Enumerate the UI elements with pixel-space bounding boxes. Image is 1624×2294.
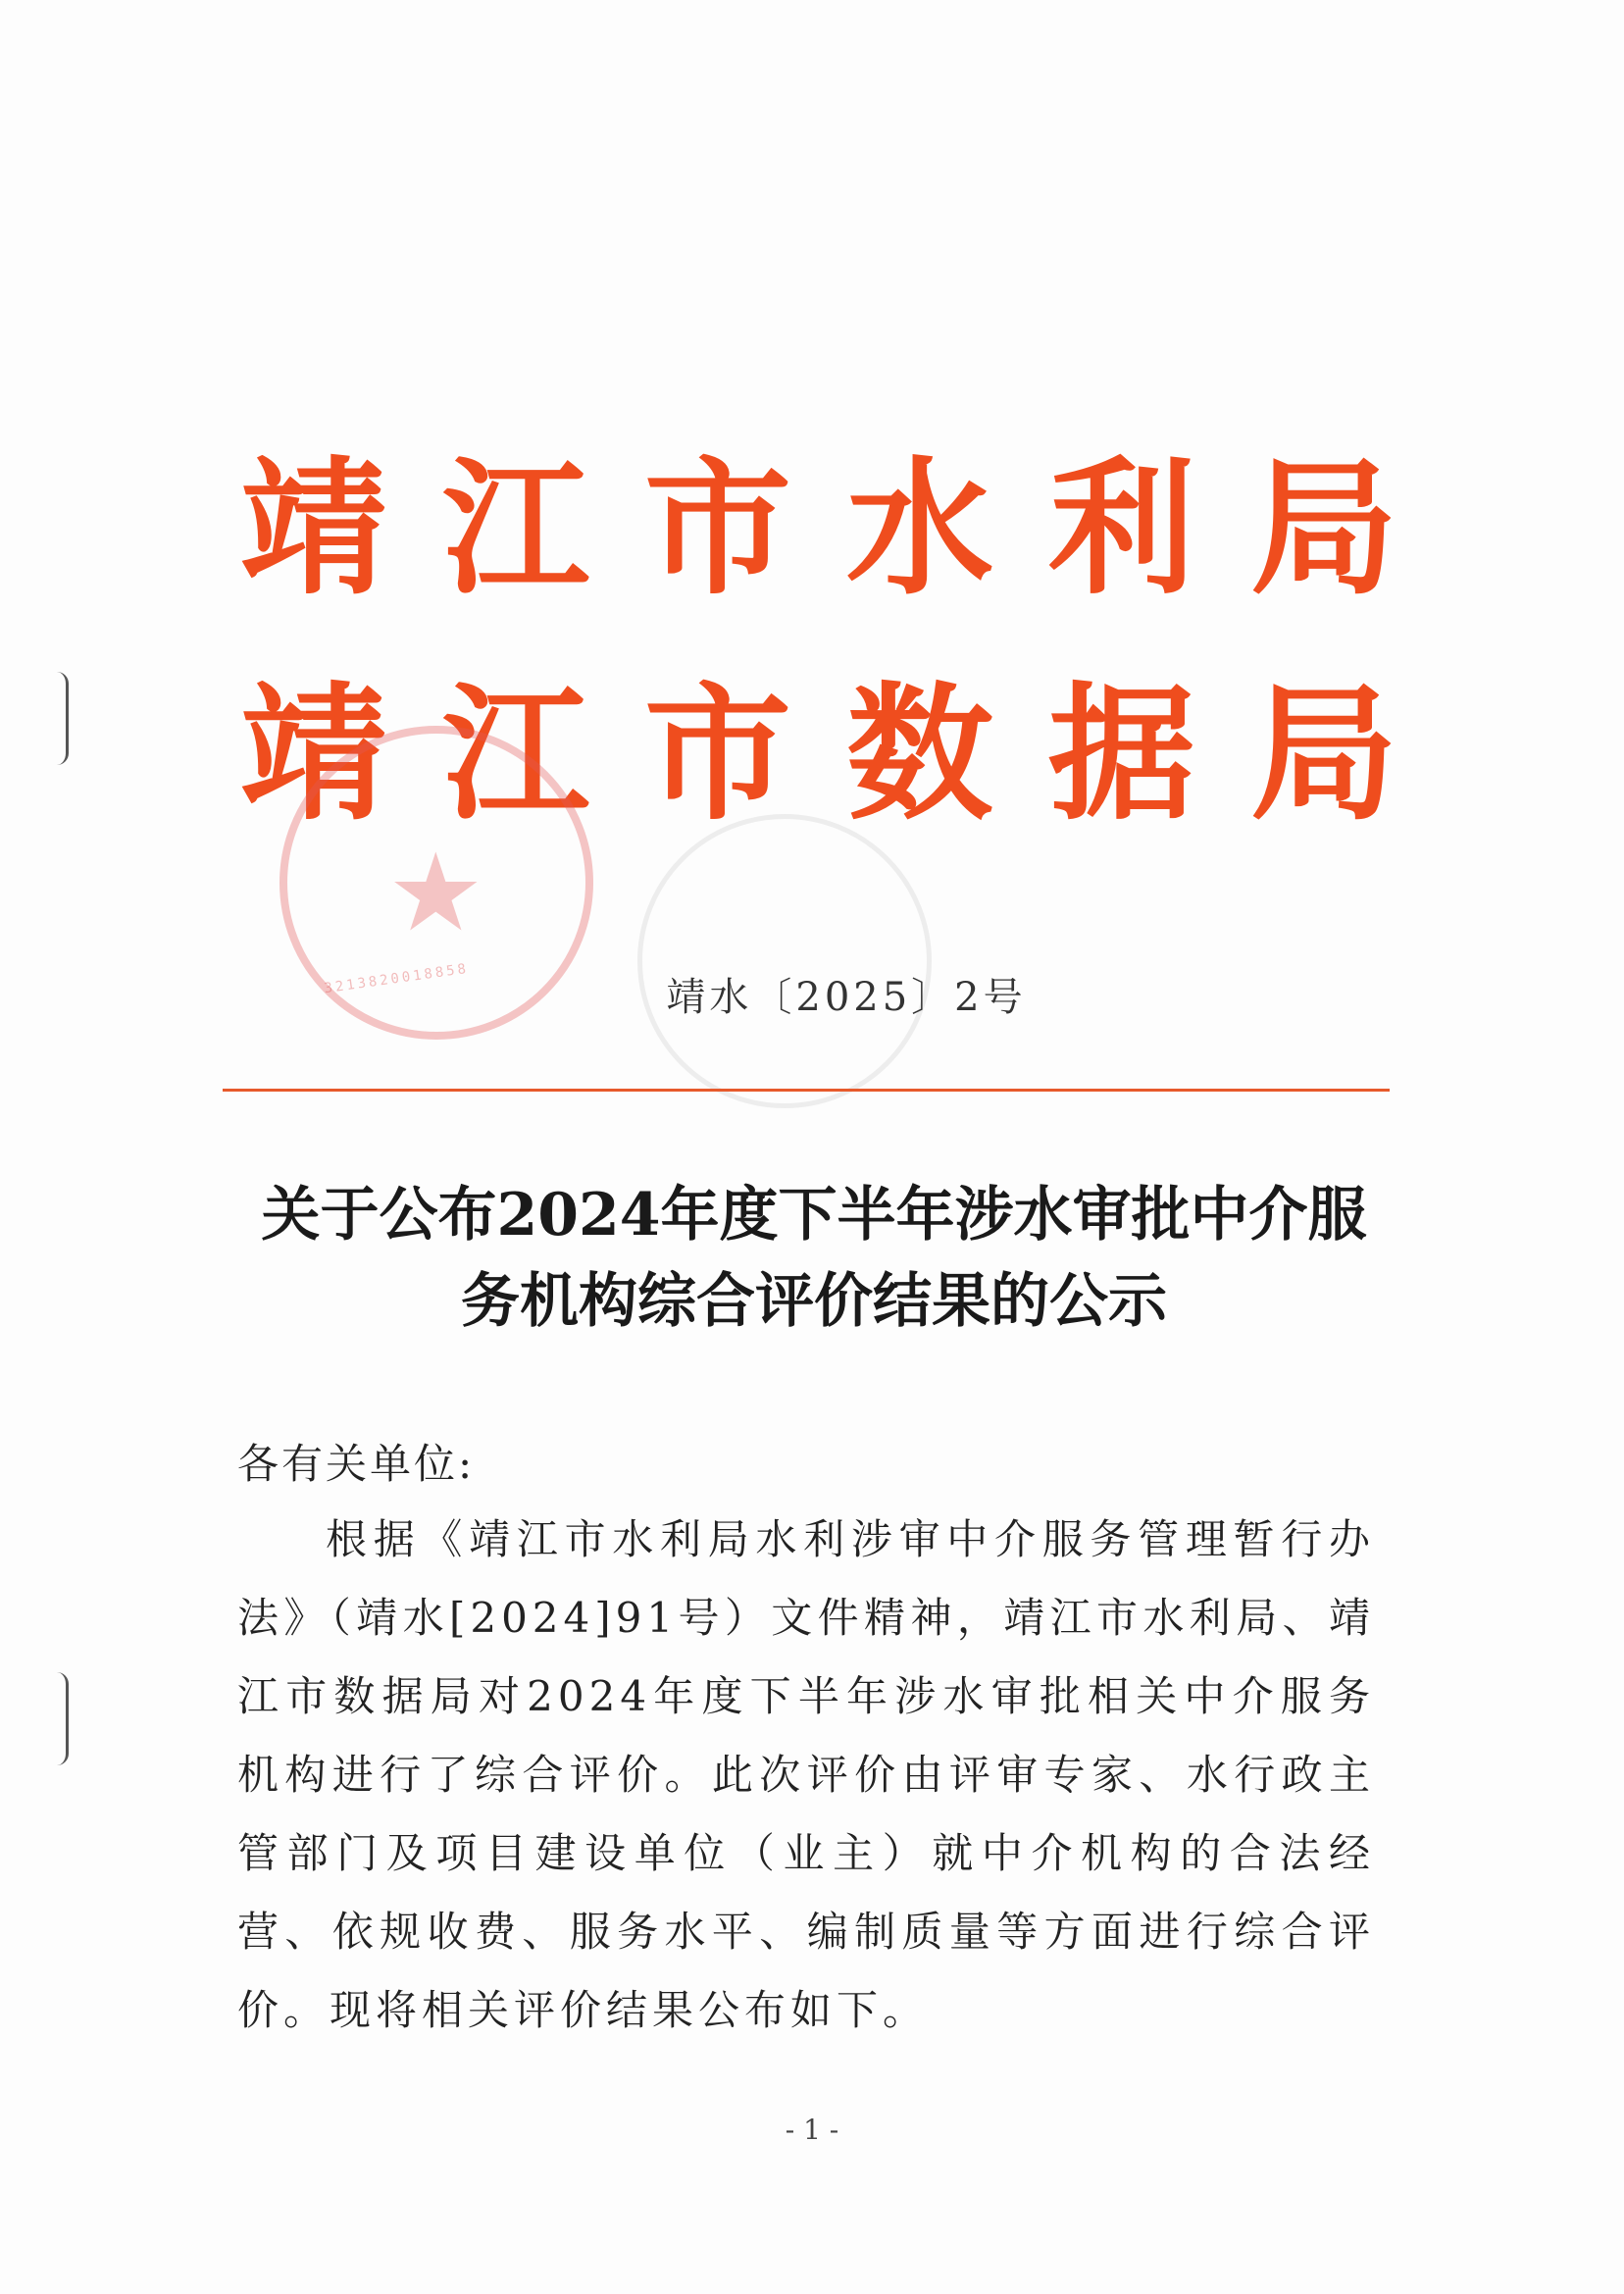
header-char: 局 bbox=[1250, 670, 1398, 841]
header-char: 局 bbox=[1250, 444, 1398, 615]
header-char: 江 bbox=[442, 444, 590, 615]
star-icon: ★ bbox=[387, 830, 484, 955]
document-title bbox=[196, 1172, 1432, 1345]
title-line-2: 务机构综合评价结果的公示 bbox=[461, 1267, 1167, 1336]
header-char: 数 bbox=[846, 670, 994, 841]
salutation: 各有关单位: bbox=[237, 1440, 476, 1488]
official-seal-faint bbox=[637, 814, 932, 1108]
header-char: 据 bbox=[1048, 670, 1196, 841]
page-number: - 1 - bbox=[785, 2114, 839, 2146]
seal-serial: 3213820018858 bbox=[323, 960, 470, 997]
body-paragraph: 根据《靖江市水利局水利涉审中介服务管理暂行办法》（靖水[2024]91号）文件精神，靖江市水利局、靖江市数据局对2024年度下半年涉水审批相关中介服务机构进行了综合评价。此次评价由评审专家、水行政主管部门及项目建设单位（业主）就中介机构的合法经营、依规收费、服务水平、编制质量等方面进行综合评价。现将相关评价结果公布如下。 bbox=[237, 1515, 1375, 2034]
binding-mark bbox=[54, 1672, 69, 1765]
header-char: 市 bbox=[644, 670, 792, 841]
document-number: 靖水〔2025〕2号 bbox=[666, 975, 1027, 1020]
header-char: 靖 bbox=[240, 444, 388, 615]
binding-mark bbox=[54, 672, 69, 765]
header-char: 靖 bbox=[240, 670, 388, 841]
header-char: 市 bbox=[644, 444, 792, 615]
red-divider bbox=[223, 1089, 1390, 1092]
title-line-1: 关于公布2024年度下半年涉水审批中介服 bbox=[261, 1181, 1367, 1249]
header-char: 江 bbox=[442, 670, 590, 841]
issuer-header-water-bureau bbox=[240, 444, 1398, 615]
header-char: 利 bbox=[1048, 444, 1196, 615]
header-char: 水 bbox=[846, 444, 994, 615]
